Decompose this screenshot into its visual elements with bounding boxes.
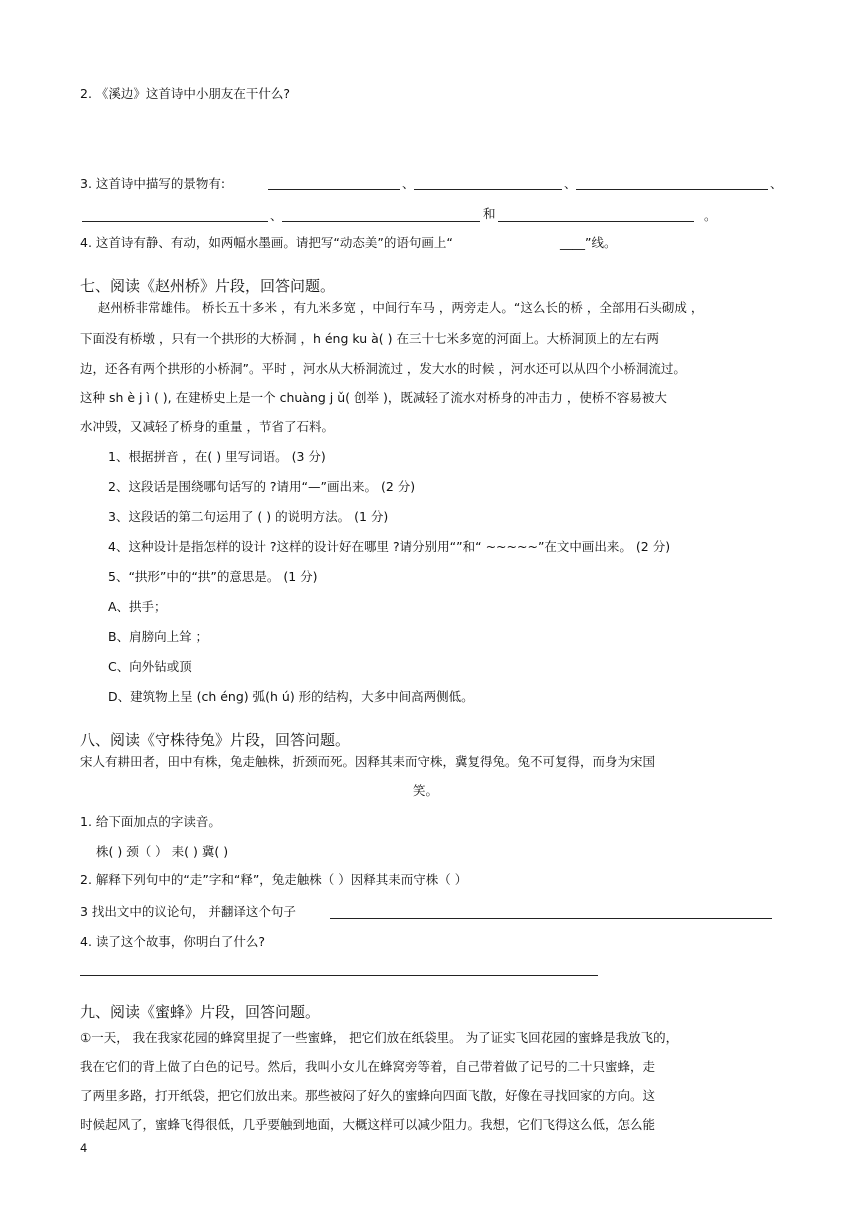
pinyin-answer-row[interactable]: 株( ) 颈（ ） 耒( ) 冀( ) — [96, 844, 229, 859]
answer-blank[interactable] — [268, 189, 400, 190]
question-7-5: 5、“拱形”中的“拱”的意思是。 (1 分) — [108, 569, 318, 584]
answer-blank[interactable] — [498, 221, 694, 222]
period: 。 — [704, 208, 717, 223]
separator: 、 — [402, 176, 415, 191]
option-d: D、建筑物上呈 (ch éng) 弧(h ú) 形的结构，大多中间高两侧低。 — [108, 689, 474, 704]
passage-line: 时候起风了，蜜蜂飞得很低，几乎要触到地面，大概这样可以减少阻力。我想，它们飞得这么低，怎么能 — [80, 1117, 656, 1132]
question-8-1: 1. 给下面加点的字读音。 — [80, 814, 221, 829]
passage-line: 赵州桥非常雄伟。 桥长五十多米 ，有九米多宽 ，中间行车马 ，两旁走人。“这么长的桥 ，全部用石头砌成 ， — [98, 300, 704, 315]
question-7-4: 4、这种设计是指怎样的设计 ?这样的设计好在哪里 ?请分别用“”和“ ~~~~~”在文中画出来。 (2 分) — [108, 539, 671, 554]
option-a: A、拱手； — [108, 599, 167, 614]
section-9-title: 九、阅读《蜜蜂》片段，回答问题。 — [80, 1003, 321, 1021]
question-6-2: 2. 《溪边》这首诗中小朋友在干什么? — [80, 86, 291, 101]
and-text: 和 — [483, 206, 496, 221]
question-7-1: 1、根据拼音 ，在( ) 里写词语。 (3 分) — [108, 449, 326, 464]
question-6-4: 4. 这首诗有静、有动，如两幅水墨画。请把写“动态美”的语句画上“ — [80, 235, 453, 250]
answer-blank[interactable] — [414, 189, 562, 190]
passage-line: 边，还各有两个拱形的小桥洞”。平时 ，河水从大桥洞流过 ，发大水的时候 ，河水还可以从四个小桥洞流过。 — [80, 361, 686, 376]
passage-line: 我在它们的背上做了白色的记号。然后，我叫小女儿在蜂窝旁等着，自己带着做了记号的二十只蜜蜂，走 — [80, 1059, 656, 1074]
question-6-4-end: ____”线。 — [560, 235, 617, 250]
question-8-4: 4. 读了这个故事，你明白了什么? — [80, 934, 266, 949]
answer-blank[interactable] — [80, 975, 598, 976]
passage-line: 下面没有桥墩 ，只有一个拱形的大桥洞 ，h éng ku à( ) 在三十七米多宽的河面上。大桥洞顶上的左右两 — [80, 331, 659, 346]
passage-line: 宋人有耕田者，田中有株，兔走触株，折颈而死。因释其耒而守株，冀复得兔。兔不可复得，而身为宋国 — [80, 754, 656, 769]
answer-blank[interactable] — [82, 221, 268, 222]
separator: 、 — [564, 176, 577, 191]
passage-line: 了两里多路，打开纸袋，把它们放出来。那些被闷了好久的蜜蜂向四面飞散，好像在寻找回家的方向。这 — [80, 1088, 656, 1103]
answer-blank[interactable] — [576, 189, 768, 190]
question-8-3: 3 找出文中的议论句， 并翻译这个句子 — [80, 904, 296, 919]
section-8-title: 八、阅读《守株待兔》片段，回答问题。 — [80, 731, 351, 749]
separator: 、 — [770, 176, 783, 191]
passage-line: ①一天， 我在我家花园的蜂窝里捉了一些蜜蜂， 把它们放在纸袋里。 为了证实飞回花园的蜜蜂是我放飞的， — [80, 1030, 679, 1045]
separator: 、 — [270, 208, 283, 223]
question-6-3-label: 3. 这首诗中描写的景物有: — [80, 176, 226, 191]
option-c: C、向外钻或顶 — [108, 659, 192, 674]
question-7-3: 3、这段话的第二句运用了 ( ) 的说明方法。 (1 分) — [108, 509, 389, 524]
option-b: B、肩膀向上耸 ； — [108, 629, 209, 644]
page-number: 4 — [80, 1141, 88, 1155]
answer-blank[interactable] — [330, 918, 772, 919]
section-7-title: 七、阅读《赵州桥》片段，回答问题。 — [80, 277, 336, 295]
question-7-2: 2、这段话是围绕哪句话写的 ?请用“—”画出来。 (2 分) — [108, 479, 416, 494]
passage-line: 笑。 — [413, 783, 439, 798]
passage-line: 水冲毁，又减轻了桥身的重量 ，节省了石料。 — [80, 419, 334, 434]
question-8-2: 2. 解释下列句中的“走”字和“释”，兔走触株（ ）因释其耒而守株（ ） — [80, 872, 468, 887]
answer-blank[interactable] — [282, 221, 480, 222]
passage-line: 这种 sh è j ì ( ), 在建桥史上是一个 chuàng j ǔ( 创举 )，既减轻了流水对桥身的冲击力 ，使桥不容易被大 — [80, 390, 667, 405]
